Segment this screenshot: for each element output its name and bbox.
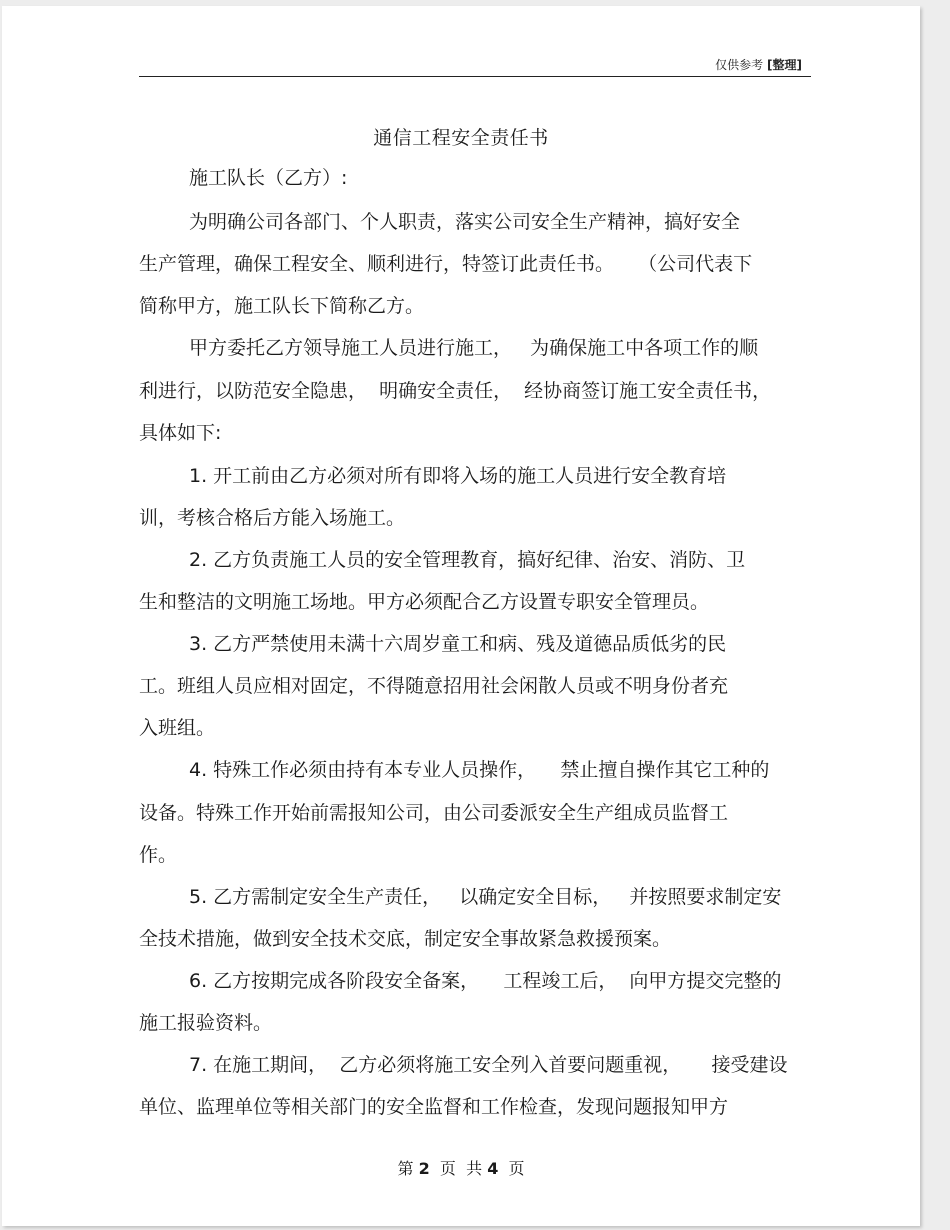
paragraph-line: 施工报验资料。: [139, 1012, 273, 1034]
header-note-tag: [整理]: [767, 58, 802, 72]
paragraph-line: 工。班组人员应相对固定，不得随意招用社会闲散人员或不明身份者充: [139, 675, 729, 697]
header-note: [715, 56, 802, 73]
paragraph-line: 为明确公司各部门、个人职责，落实公司安全生产精神，搞好安全: [189, 211, 741, 233]
header-note-text: 仅供参考: [715, 58, 764, 72]
paragraph-line: 甲方委托乙方领导施工人员进行施工， 为确保施工中各项工作的顺: [189, 337, 759, 359]
document-title: 通信工程安全责任书: [373, 127, 549, 149]
header-rule: [139, 76, 811, 77]
paragraph-line: 施工队长（乙方）:: [189, 167, 348, 189]
paragraph-line: 2. 乙方负责施工人员的安全管理教育，搞好纪律、治安、消防、卫: [189, 549, 746, 571]
footer-prefix: 第: [397, 1159, 414, 1178]
paragraph-line: 7. 在施工期间， 乙方必须将施工安全列入首要问题重视， 接受建设: [189, 1054, 788, 1076]
footer-suffix: 页: [508, 1159, 525, 1178]
document-page: [2, 6, 920, 1226]
total-page-number: 4: [487, 1159, 499, 1178]
paragraph-line: 生产管理，确保工程安全、顺利进行，特签订此责任书。 （公司代表下: [139, 253, 753, 275]
current-page-number: 2: [418, 1159, 430, 1178]
paragraph-line: 利进行，以防范安全隐患， 明确安全责任， 经协商签订施工安全责任书，: [139, 380, 772, 402]
paragraph-line: 6. 乙方按期完成各阶段安全备案， 工程竣工后， 向甲方提交完整的: [189, 970, 782, 992]
paragraph-line: 简称甲方，施工队长下简称乙方。: [139, 295, 425, 317]
paragraph-line: 单位、监理单位等相关部门的安全监督和工作检查，发现问题报知甲方: [139, 1096, 729, 1118]
paragraph-line: 1. 开工前由乙方必须对所有即将入场的施工人员进行安全教育培: [189, 465, 727, 487]
paragraph-line: 全技术措施，做到安全技术交底，制定安全事故紧急救援预案。: [139, 928, 672, 950]
paragraph-line: 3. 乙方严禁使用未满十六周岁童工和病、残及道德品质低劣的民: [189, 633, 727, 655]
paragraph-line: 设备。特殊工作开始前需报知公司，由公司委派安全生产组成员监督工: [139, 802, 729, 824]
footer-mid: 页 共: [439, 1159, 483, 1178]
paragraph-line: 作。: [139, 844, 178, 866]
paragraph-line: 4. 特殊工作必须由持有本专业人员操作， 禁止擅自操作其它工种的: [189, 759, 770, 781]
page-footer: [2, 1156, 920, 1179]
paragraph-line: 具体如下:: [139, 422, 222, 444]
paragraph-line: 入班组。: [139, 717, 216, 739]
paragraph-line: 生和整洁的文明施工场地。甲方必须配合乙方设置专职安全管理员。: [139, 591, 710, 613]
paragraph-line: 训，考核合格后方能入场施工。: [139, 507, 406, 529]
paragraph-line: 5. 乙方需制定安全生产责任， 以确定安全目标， 并按照要求制定安: [189, 886, 782, 908]
